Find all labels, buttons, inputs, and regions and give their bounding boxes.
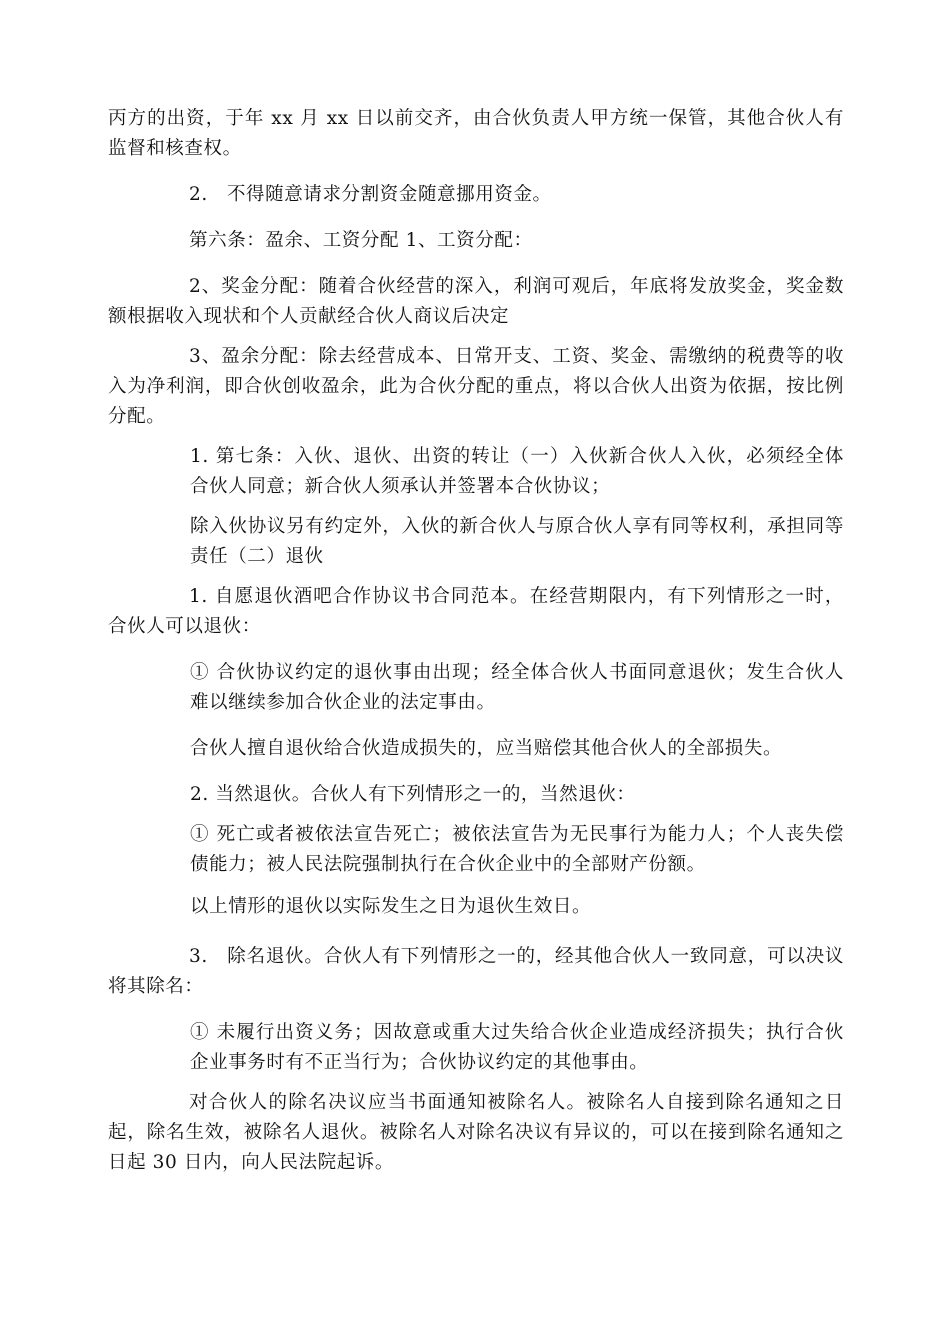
paragraph-voluntary-withdrawal: 1. 自愿退伙酒吧合作协议书合同范本。在经营期限内，有下列情形之一时，合伙人可以退伙： [108,586,844,637]
paragraph-surplus-distribution: 3、盈余分配：除去经营成本、日常开支、工资、奖金、需缴纳的税费等的收入为净利润，即合伙创收盈余，此为合伙分配的重点，将以合伙人出资为依据，按比例分配。 [108,346,844,427]
paragraph-withdrawal-circumstances: ① 合伙协议约定的退伙事由出现；经全体合伙人书面同意退伙；发生合伙人难以继续参加合伙企业的法定事由。 [190,662,844,713]
paragraph-expulsion-notice: 对合伙人的除名决议应当书面通知被除名人。被除名人自接到除名通知之日起，除名生效，被除名人退伙。被除名人对除名决议有异议的，可以在接到除名通知之日起 30 日内，向人民法院起诉。 [108,1092,844,1173]
paragraph-expulsion: 3. 除名退伙。合伙人有下列情形之一的，经其他合伙人一致同意，可以决议将其除名： [108,946,844,997]
paragraph-capital-custody: 丙方的出资，于年 xx 月 xx 日以前交齐，由合伙负责人甲方统一保管，其他合伙人有监督和核查权。 [108,108,844,159]
paragraph-unauthorized-withdrawal: 合伙人擅自退伙给合伙造成损失的，应当赔偿其他合伙人的全部损失。 [190,738,783,759]
paragraph-bonus-distribution: 2、奖金分配：随着合伙经营的深入，利润可观后，年底将发放奖金，奖金数额根据收入现状和个人贡献经合伙人商议后决定 [108,276,844,327]
paragraph-expulsion-grounds: ① 未履行出资义务；因故意或重大过失给合伙企业造成经济损失；执行合伙企业事务时有不正当行为；合伙协议约定的其他事由。 [190,1022,844,1073]
paragraph-effective-date: 以上情形的退伙以实际发生之日为退伙生效日。 [190,896,592,917]
paragraph-automatic-withdrawal: 2. 当然退伙。合伙人有下列情形之一的，当然退伙： [190,784,636,805]
paragraph-article-six-heading: 第六条：盈余、工资分配 1、工资分配： [189,230,533,251]
paragraph-equal-rights: 除入伙协议另有约定外，入伙的新合伙人与原合伙人享有同等权利，承担同等责任（二）退伙 [190,516,844,567]
paragraph-no-misuse-of-funds: 2. 不得随意请求分割资金随意挪用资金。 [189,184,552,205]
paragraph-automatic-circumstances: ① 死亡或者被依法宣告死亡；被依法宣告为无民事行为能力人；个人丧失偿债能力；被人民法院强制执行在合伙企业中的全部财产份额。 [190,824,844,875]
paragraph-article-seven-admission: 1. 第七条：入伙、退伙、出资的转让（一）入伙新合伙人入伙，必须经全体合伙人同意；新合伙人须承认并签署本合伙协议； [190,446,844,497]
